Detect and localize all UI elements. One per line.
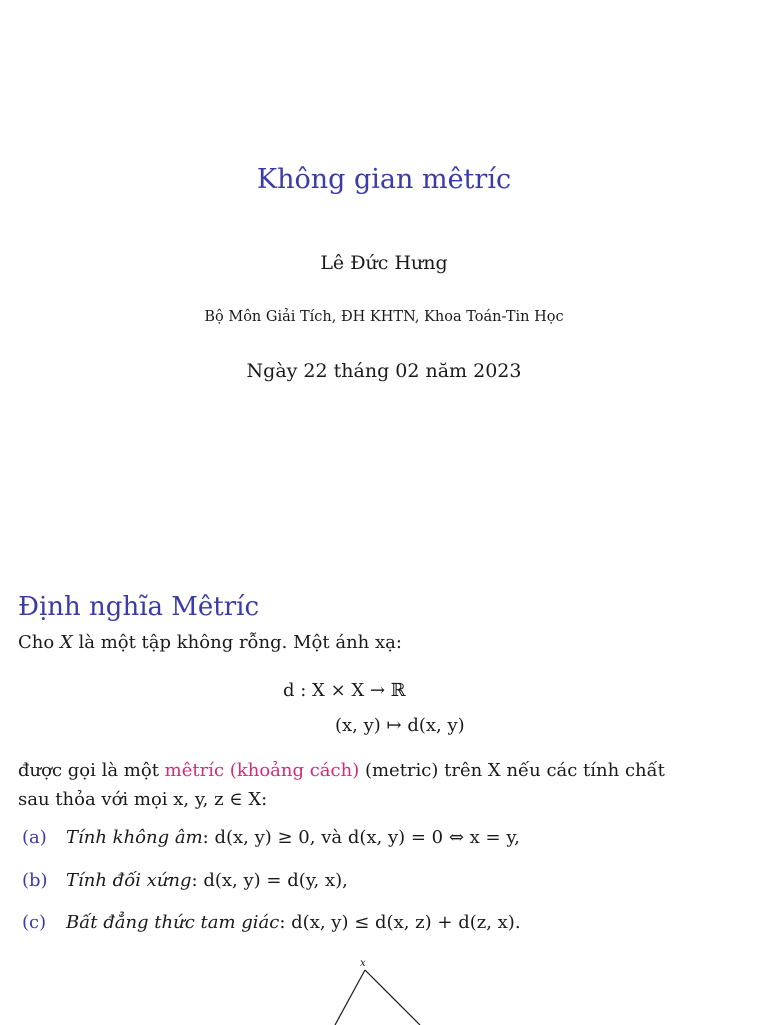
intro-prefix: Cho <box>18 632 60 653</box>
item-formula: : d(x, y) = d(y, x), <box>191 870 348 891</box>
display-map: d : X × X → ℝ <box>283 680 406 701</box>
author: Lê Đức Hưng <box>320 252 448 274</box>
body-line-2: sau thỏa với mọi x, y, z ∈ X: <box>18 789 268 810</box>
display-assign: (x, y) ↦ d(x, y) <box>335 715 465 736</box>
item-label: (a) <box>22 827 47 848</box>
list-item <box>22 870 348 891</box>
item-label: (b) <box>22 870 48 891</box>
item-label: (c) <box>22 912 47 933</box>
list-item <box>22 827 520 848</box>
intro-line <box>18 632 402 653</box>
vertex-label: x <box>360 958 366 969</box>
body-prefix: được gọi là một <box>18 760 165 781</box>
triangle-edge <box>335 970 365 1025</box>
page-title: Không gian mêtríc <box>256 164 512 195</box>
item-formula: : d(x, y) ≤ d(x, z) + d(z, x). <box>279 912 521 933</box>
intro-var: X <box>59 632 73 653</box>
body-line-1 <box>18 760 665 781</box>
item-name: Bất đẳng thức tam giác <box>66 912 280 933</box>
intro-suffix: là một tập không rỗng. Một ánh xạ: <box>72 632 402 653</box>
triangle-edge <box>365 970 420 1025</box>
metric-highlight: mêtríc (khoảng cách) <box>164 760 360 781</box>
frame-title: Định nghĩa Mêtríc <box>18 592 260 622</box>
definition-slide <box>0 560 768 1024</box>
item-formula: : d(x, y) ≥ 0, và d(x, y) = 0 ⇔ x = y, <box>202 827 520 848</box>
date: Ngày 22 tháng 02 năm 2023 <box>246 360 522 382</box>
body-suffix: (metric) trên X nếu các tính chất <box>359 760 665 781</box>
affiliation: Bộ Môn Giải Tích, ĐH KHTN, Khoa Toán-Tin Học <box>204 309 564 325</box>
item-name: Tính đối xứng <box>66 870 192 891</box>
list-item <box>22 912 521 933</box>
item-name: Tính không âm <box>66 827 203 848</box>
triangle-figure <box>330 955 440 1025</box>
